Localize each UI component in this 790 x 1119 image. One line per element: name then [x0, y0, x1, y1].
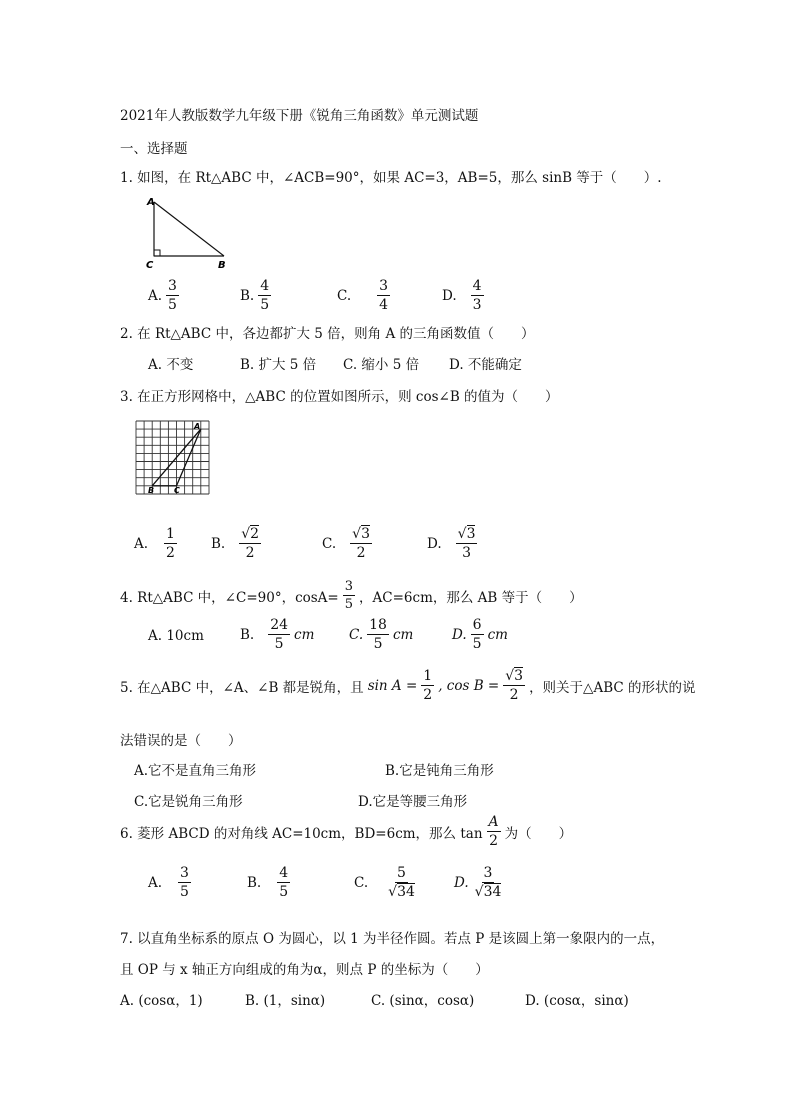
vertex-c-label: C [146, 260, 154, 271]
question-3-grid-figure [134, 419, 214, 497]
question-2-option-c[interactable]: C. 缩小 5 倍 [343, 357, 420, 373]
question-7-option-a[interactable]: A. (cosα，1) [120, 993, 203, 1009]
radical-sign: √ [457, 526, 467, 542]
question-7-option-b[interactable]: B. (1，sinα) [245, 993, 326, 1009]
question-7-option-c[interactable]: C. (sinα，cosα) [371, 993, 475, 1009]
question-1-option-a[interactable]: A. $\frac{3}{5}$ [148, 278, 177, 313]
question-5-stem-line-2: 法错误的是（ ） [120, 733, 242, 749]
question-2-option-a[interactable]: A. 不变 [148, 357, 194, 373]
radical-sign: √ [241, 526, 251, 542]
grid-vertex-c-label: C [174, 486, 180, 495]
question-4-option-c[interactable]: C. $\frac{18}{5}$ cm [349, 617, 414, 652]
question-7-stem-line-2: 且 OP 与 x 轴正方向组成的角为α，则点 P 的坐标为（ ） [120, 962, 489, 978]
question-1-triangle-figure [140, 192, 240, 274]
question-4-option-b[interactable]: B. $\frac{24}{5}$ cm [240, 617, 315, 652]
radical-sign: √ [352, 526, 362, 542]
question-7-stem: 7. 以直角坐标系的原点 O 为圆心，以 1 为半径作圆。若点 P 是该圆上第一象限内的一点， [120, 931, 665, 947]
question-6-stem: 6. 菱形 ABCD 的对角线 AC=10cm，BD=6cm，那么 tan $\frac{A}{2}$ 为（ ） [120, 814, 573, 849]
question-2-option-b[interactable]: B. 扩大 5 倍 [240, 357, 317, 373]
question-4-option-d[interactable]: D. $\frac{6}{5}$ cm [452, 617, 508, 652]
section-heading: 一、选择题 [120, 141, 188, 157]
question-5-stem: 5. 在△ABC 中，∠A、∠B 都是锐角，且 sin A = $\frac{1}{2}$ , cos B = $\frac{√3}{2}$ ，则关于△ABC 的形状的说 [120, 668, 696, 703]
question-2-stem: 2. 在 Rt△ABC 中，各边都扩大 5 倍，则角 A 的三角函数值（ ） [120, 326, 535, 342]
question-7-option-d[interactable]: D. (cosα，sinα) [525, 993, 629, 1009]
question-6-option-b[interactable]: B. $\frac{4}{5}$ [247, 865, 289, 900]
question-6-option-d[interactable]: D. $\frac{3}{√34}$ [454, 865, 502, 900]
question-6-option-a[interactable]: A. $\frac{3}{5}$ [148, 865, 189, 900]
question-3-stem: 3. 在正方形网格中，△ABC 的位置如图所示，则 cos∠B 的值为（ ） [120, 389, 559, 405]
question-2-option-d[interactable]: D. 不能确定 [449, 357, 522, 373]
vertex-b-label: B [218, 260, 226, 271]
question-1-option-b[interactable]: B. $\frac{4}{5}$ [240, 278, 270, 313]
question-4-stem: 4. Rt△ABC 中，∠C=90°，cosA= $\frac{3}{5}$ ，AC=6cm，那么 AB 等于（ ） [120, 579, 583, 612]
grid-vertex-a-label: A [194, 422, 201, 431]
question-3-option-b[interactable]: B. $\frac{√2}{2}$ [211, 526, 260, 561]
question-3-option-d[interactable]: D. $\frac{√3}{3}$ [427, 526, 476, 561]
question-3-option-c[interactable]: C. $\frac{√3}{2}$ [322, 526, 370, 561]
question-1-stem: 1. 如图，在 Rt△ABC 中，∠ACB=90°，如果 AC=3，AB=5，那么 sinB 等于（ ）. [120, 170, 662, 186]
question-5-option-a[interactable]: A.它不是直角三角形 [134, 763, 257, 779]
question-5-option-c[interactable]: C.它是锐角三角形 [134, 794, 243, 810]
question-3-option-a[interactable]: A. $\frac{1}{2}$ [134, 526, 175, 561]
question-5-option-d[interactable]: D.它是等腰三角形 [358, 794, 468, 810]
question-1-option-c[interactable]: C. $\frac{3}{4}$ [337, 278, 389, 313]
vertex-a-label: A [147, 197, 155, 208]
question-4-option-a[interactable]: A. 10cm [148, 628, 204, 644]
grid-vertex-b-label: B [148, 486, 155, 495]
question-1-option-d[interactable]: D. $\frac{4}{3}$ [442, 278, 482, 313]
page-title: 2021年人教版数学九年级下册《锐角三角函数》单元测试题 [120, 108, 479, 124]
question-6-option-c[interactable]: C. $\frac{5}{√34}$ [354, 865, 415, 900]
question-5-option-b[interactable]: B.它是钝角三角形 [385, 763, 494, 779]
